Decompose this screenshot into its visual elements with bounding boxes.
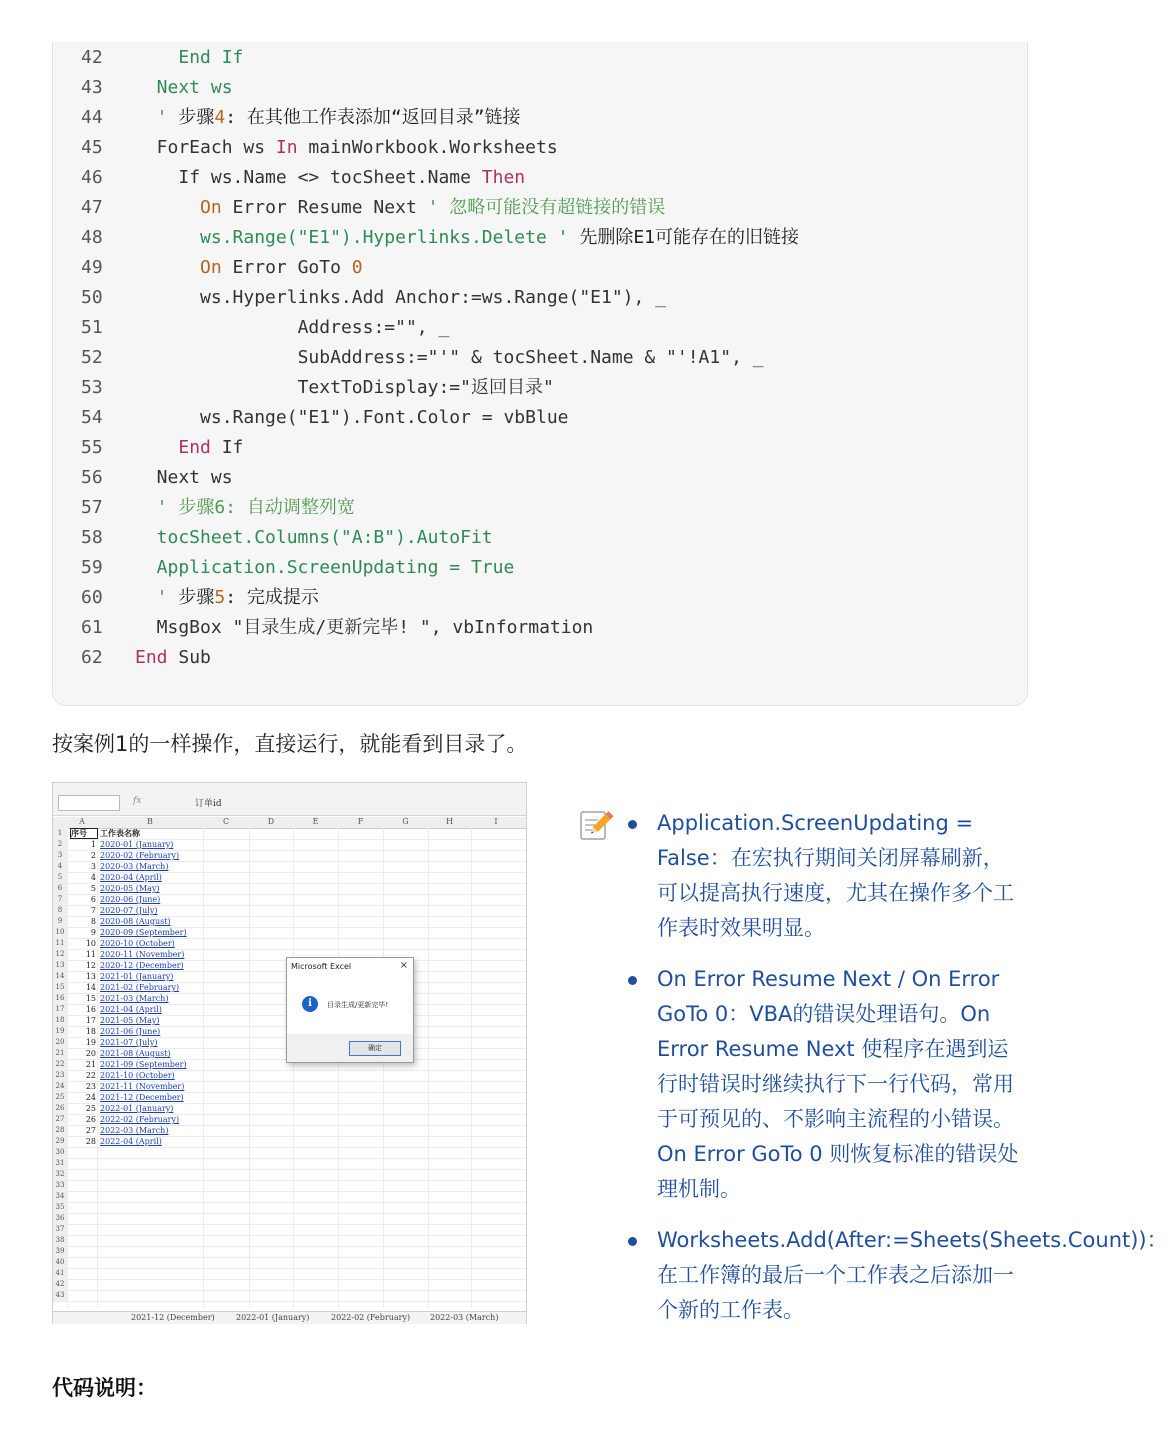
sheet-tab[interactable]: 2022-02 (February) [331,1313,411,1322]
index-cell[interactable]: 11 [85,950,96,959]
code-token: Error GoTo [221,257,352,278]
row-number[interactable]: 15 [53,982,67,993]
code-text [200,193,665,223]
code-text [157,493,355,523]
code-line [53,103,1029,133]
code-line [53,403,1029,433]
code-token: ForEach ws [156,137,276,158]
column-letter[interactable]: D [267,817,275,826]
code-text [157,103,521,133]
index-cell[interactable]: 28 [85,1137,96,1146]
code-text [135,643,211,673]
column-letter[interactable]: B [147,817,153,826]
code-line [53,583,1029,613]
header-cell[interactable]: 序号 [70,828,98,839]
index-cell[interactable]: 5 [90,884,96,893]
note-item [620,1223,1168,1328]
index-cell[interactable]: 24 [85,1093,96,1102]
column-letter[interactable]: G [402,817,409,826]
code-token: Application.ScreenUpdating = True [156,557,515,578]
code-token: Next ws [156,467,233,488]
row-number[interactable]: 19 [53,1026,67,1037]
dialog-footer [287,1034,413,1062]
sheet-link[interactable]: 2020-11 (November) [100,950,185,959]
code-token: Sub [167,647,211,668]
code-text [200,283,666,313]
index-cell[interactable]: 3 [90,862,96,871]
row-number[interactable]: 5 [53,872,67,883]
line-number: 49 [81,257,103,278]
code-line [53,253,1029,283]
code-line [53,523,1029,553]
code-line [53,283,1029,313]
sheet-link[interactable]: 2022-02 (February) [100,1115,180,1124]
code-text [200,223,799,253]
row-number[interactable]: 11 [53,938,67,949]
row-number[interactable]: 1 [53,828,67,839]
index-cell[interactable]: 1 [90,840,96,849]
code-line [53,43,1029,73]
code-text [178,433,243,463]
line-number: 56 [81,467,103,488]
row-number[interactable]: 24 [53,1081,67,1092]
index-cell[interactable]: 23 [85,1082,96,1091]
line-number: 46 [81,167,103,188]
row-number[interactable]: 3 [53,850,67,861]
code-line [53,463,1029,493]
code-token: ws.Range("E1").Font.Color = vbBlue [200,407,569,428]
row-number[interactable]: 27 [53,1114,67,1125]
line-number: 51 [81,317,103,338]
formula-bar [53,783,526,816]
code-token: ' 忽略可能没有超链接的错误 [427,197,666,218]
sheet-tab[interactable]: 2021-12 (December) [131,1313,215,1322]
code-line [53,643,1029,673]
code-token: End If [178,47,244,68]
line-number: 45 [81,137,103,158]
row-number[interactable]: 13 [53,960,67,971]
code-token: ws.Hyperlinks.Add Anchor:=ws.Range("E1"), _ [200,287,667,308]
code-token: Next ws [156,77,233,98]
bullet-icon [628,820,637,829]
fx-icon: fx [133,796,142,806]
code-line [53,193,1029,223]
row-number[interactable]: 14 [53,971,67,982]
row-number[interactable]: 25 [53,1092,67,1103]
bullet-icon [628,1237,637,1246]
row-number[interactable]: 8 [53,905,67,916]
code-token: 步骤 [178,587,215,608]
line-number: 61 [81,617,103,638]
row-number[interactable]: 2 [53,839,67,850]
sheet-link[interactable]: 2020-10 (October) [100,939,175,948]
line-number: 47 [81,197,103,218]
index-cell[interactable]: 2 [90,851,96,860]
code-token: ' [156,107,179,128]
close-icon[interactable]: × [399,960,408,971]
line-number: 44 [81,107,103,128]
row-number[interactable]: 29 [53,1136,67,1147]
column-letter[interactable]: I [494,817,498,826]
code-token: On [200,197,222,218]
line-number: 48 [81,227,103,248]
sheet-link[interactable]: 2021-02 (February) [100,983,180,992]
row-number[interactable]: 4 [53,861,67,872]
index-cell[interactable]: 16 [85,1005,96,1014]
code-token: SubAddress:="'" & tocSheet.Name & "'!A1", _ [297,347,764,368]
line-number: 58 [81,527,103,548]
line-number: 62 [81,647,103,668]
info-icon: i [302,996,318,1012]
code-token: ' [156,587,179,608]
row-number[interactable]: 30 [53,1147,67,1158]
code-line [53,373,1029,403]
sheet-tab[interactable]: 2022-01 (January) [236,1313,310,1322]
bullet-icon [628,976,637,985]
code-line [53,163,1029,193]
row-number[interactable]: 10 [53,927,67,938]
row-number[interactable]: 32 [53,1169,67,1180]
code-text [178,163,525,193]
code-token: TextToDisplay:="返回目录" [297,377,554,398]
index-cell[interactable]: 8 [90,917,96,926]
code-text [298,313,450,343]
code-token: Address:="", _ [297,317,450,338]
sheet-link[interactable]: 2021-07 (July) [100,1038,158,1047]
notes-list [620,806,1168,1344]
code-text [298,373,554,403]
row-number[interactable]: 42 [53,1279,67,1290]
header-cell[interactable]: 工作表名称 [100,828,140,838]
row-number[interactable]: 9 [53,916,67,927]
line-number: 55 [81,437,103,458]
message-dialog [286,957,414,1063]
excel-screenshot [52,782,527,1324]
sheet-link[interactable]: 2020-09 (September) [100,928,187,937]
code-text [200,253,363,283]
index-cell[interactable]: 27 [85,1126,96,1135]
code-token: 4 [214,107,226,128]
code-token: Then [481,167,526,188]
sheet-link[interactable]: 2020-06 (June) [100,895,161,904]
formula-input[interactable]: 订单id [195,799,222,809]
code-token: End [135,647,168,668]
sheet-link[interactable]: 2021-12 (December) [100,1093,184,1102]
index-cell[interactable]: 7 [90,906,96,915]
row-number[interactable]: 40 [53,1257,67,1268]
code-line [53,493,1029,523]
code-token: 先删除E1可能存在的旧链接 [579,227,800,248]
row-number[interactable]: 23 [53,1070,67,1081]
note-item [620,806,1020,946]
row-number[interactable]: 17 [53,1004,67,1015]
code-token: On [200,257,222,278]
code-token: tocSheet.Columns("A:B").AutoFit [156,527,493,548]
column-letter[interactable]: H [446,817,453,826]
sheet-row [53,1290,526,1302]
sheet-link[interactable]: 2020-12 (December) [100,961,184,970]
code-text [157,73,233,103]
sheet-tabs [53,1311,526,1324]
column-letter[interactable]: F [357,817,364,826]
sheet-link[interactable]: 2020-04 (April) [100,873,162,882]
index-cell[interactable]: 19 [85,1038,96,1047]
code-text [157,523,493,553]
row-number[interactable]: 16 [53,993,67,1004]
line-number: 60 [81,587,103,608]
index-cell[interactable]: 20 [85,1049,96,1058]
row-number[interactable]: 37 [53,1224,67,1235]
code-token: If ws.Name <> tocSheet.Name [178,167,482,188]
code-text [157,553,515,583]
note-text: Application.ScreenUpdating = False：在宏执行期间关闭屏幕刷新，可以提高执行速度，尤其在操作多个工作表时效果明显。 [657,811,1014,940]
line-number: 42 [81,47,103,68]
note-text: On Error Resume Next / On Error GoTo 0：VBA的错误处理语句。On Error Resume Next 使程序在遇到运行时错误时继续执行下一行代码，常用于可预见的、不影响主流程的小错误。On Error GoTo 0 则恢复标准的错误处理机制。 [657,967,1019,1201]
row-number[interactable]: 26 [53,1103,67,1114]
line-number: 52 [81,347,103,368]
sheet-link[interactable]: 2021-06 (June) [100,1027,161,1036]
sheet-link[interactable]: 2021-01 (January) [100,972,174,981]
index-cell[interactable]: 25 [85,1104,96,1113]
ok-button[interactable]: 确定 [349,1041,401,1056]
column-letter[interactable]: A [79,817,85,826]
sheet-link[interactable]: 2022-03 (March) [100,1126,169,1135]
code-line [53,343,1029,373]
index-cell[interactable]: 15 [85,994,96,1003]
row-number[interactable]: 33 [53,1180,67,1191]
index-cell[interactable]: 9 [90,928,96,937]
name-box[interactable] [58,795,120,811]
line-number: 54 [81,407,103,428]
sheet-link[interactable]: 2021-10 (October) [100,1071,175,1080]
body-paragraph: 按案例1的一样操作，直接运行，就能看到目录了。 [52,732,528,756]
row-number[interactable]: 6 [53,883,67,894]
sheet-link[interactable]: 2020-05 (May) [100,884,160,893]
sheet-link[interactable]: 2020-01 (January) [100,840,174,849]
row-number[interactable]: 18 [53,1015,67,1026]
index-cell[interactable]: 4 [90,873,96,882]
index-cell[interactable]: 13 [85,972,96,981]
sheet-link[interactable]: 2020-07 (July) [100,906,158,915]
sheet-tab[interactable]: 2022-03 (March) [430,1313,499,1322]
row-number[interactable]: 31 [53,1158,67,1169]
index-cell[interactable]: 14 [85,983,96,992]
code-token: mainWorkbook.Worksheets [297,137,558,158]
code-token: Error Resume Next [221,197,428,218]
code-text [157,613,594,643]
row-number[interactable]: 28 [53,1125,67,1136]
index-cell[interactable]: 6 [90,895,96,904]
code-token: : 在其他工作表添加“返回目录”链接 [225,107,521,128]
code-token: 步骤 [178,107,215,128]
code-line [53,613,1029,643]
code-token: In [275,137,298,158]
row-number[interactable]: 12 [53,949,67,960]
code-line [53,553,1029,583]
index-cell[interactable]: 26 [85,1115,96,1124]
sheet-link[interactable]: 2020-08 (August) [100,917,171,926]
row-number[interactable]: 38 [53,1235,67,1246]
code-line [53,133,1029,163]
code-line [53,73,1029,103]
row-number[interactable]: 36 [53,1213,67,1224]
code-text [298,343,764,373]
code-text [157,583,319,613]
row-number[interactable]: 35 [53,1202,67,1213]
code-token: If [210,437,244,458]
sheet-link[interactable]: 2022-04 (April) [100,1137,162,1146]
line-number: 59 [81,557,103,578]
row-number[interactable]: 22 [53,1059,67,1070]
code-token: : 完成提示 [225,587,319,608]
note-text: Worksheets.Add(After:=Sheets(Sheets.Count))：在工作簿的最后一个工作表之后添加一个新的工作表。 [657,1228,1168,1322]
line-number: 57 [81,497,103,518]
sheet-link[interactable]: 2021-03 (March) [100,994,169,1003]
sheet-link[interactable]: 2021-04 (April) [100,1005,162,1014]
row-number[interactable]: 39 [53,1246,67,1257]
sheet-link[interactable]: 2021-05 (May) [100,1016,160,1025]
code-line [53,313,1029,343]
code-text [157,463,233,493]
code-text [200,403,568,433]
row-number[interactable]: 21 [53,1048,67,1059]
code-token: End [178,437,211,458]
code-text [178,43,243,73]
code-line [53,223,1029,253]
memo-icon [578,808,612,842]
row-number[interactable]: 41 [53,1268,67,1279]
row-number[interactable]: 20 [53,1037,67,1048]
code-block [52,42,1028,706]
sheet-link[interactable]: 2021-08 (August) [100,1049,171,1058]
code-token: ' 步骤6: 自动调整列宽 [156,497,355,518]
sheet-link[interactable]: 2021-09 (September) [100,1060,187,1069]
column-letter[interactable]: C [222,817,230,826]
line-number: 50 [81,287,103,308]
code-line [53,433,1029,463]
line-number: 53 [81,377,103,398]
note-item [620,962,1020,1207]
code-token: 0 [351,257,363,278]
code-token: ws.Range("E1").Hyperlinks.Delete ' [200,227,580,248]
dialog-message: 目录生成/更新完毕! [327,1001,389,1009]
code-text [157,133,558,163]
index-cell[interactable]: 21 [85,1060,96,1069]
index-cell[interactable]: 10 [85,939,96,948]
line-number: 43 [81,77,103,98]
row-number[interactable]: 7 [53,894,67,905]
index-cell[interactable]: 17 [85,1016,96,1025]
sheet-link[interactable]: 2020-03 (March) [100,862,169,871]
index-cell[interactable]: 18 [85,1027,96,1036]
column-letter[interactable]: E [312,817,319,826]
sheet-link[interactable]: 2021-11 (November) [100,1082,185,1091]
index-cell[interactable]: 12 [85,961,96,970]
sheet-link[interactable]: 2020-02 (February) [100,851,180,860]
code-token: MsgBox "目录生成/更新完毕! ", vbInformation [156,617,594,638]
row-number[interactable]: 34 [53,1191,67,1202]
code-token: 5 [214,587,226,608]
index-cell[interactable]: 22 [85,1071,96,1080]
sheet-link[interactable]: 2022-01 (January) [100,1104,174,1113]
section-title: 代码说明： [52,1376,157,1400]
row-number[interactable]: 43 [53,1290,67,1301]
dialog-title: Microsoft Excel [291,962,352,971]
